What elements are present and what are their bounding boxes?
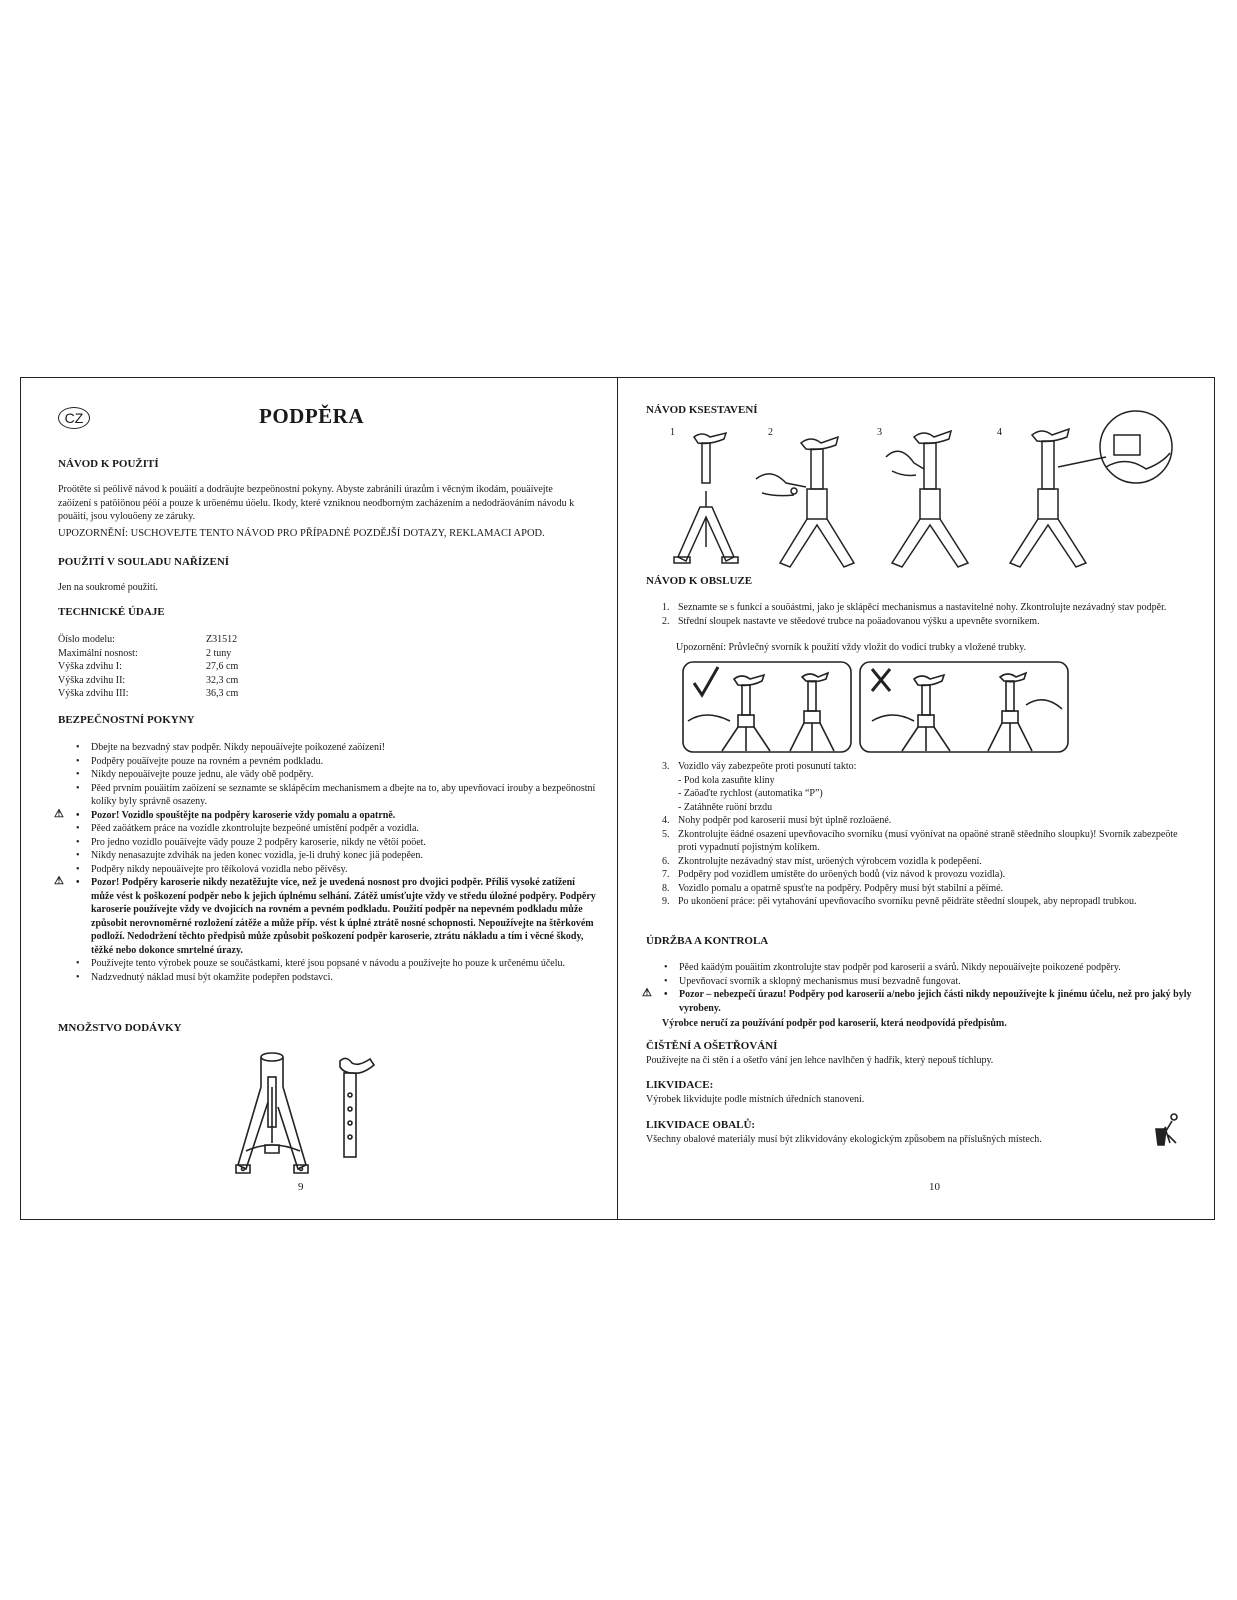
sub-item: - Pod kola zasuňte klíny — [678, 774, 775, 786]
spec-row: Výška zdvihu II: 32,3 cm — [58, 674, 239, 686]
section-heading-assembly: NÁVOD KSESTAVENÍ — [646, 404, 758, 416]
list-item: • Nikdy nepouäívejte pouze jednu, ale vädy obě podpěry. — [58, 768, 598, 782]
list-item: • Nadzvednutý náklad musí být okamžite podepřen podstavci. — [58, 971, 598, 985]
list-item: • Používejte tento výrobek pouze se součástkami, které jsou popsané v návodu a používejte ho pouze k určenému účelu. — [58, 957, 598, 971]
list-item: • Pěed prvním pouäitím zaöízení se seznamte se sklápěcím mechanismem a dbejte na to, aby upevňovací irouby a bezpeönostní kolíky byly správně osazeny. — [58, 782, 598, 809]
list-item: 4. Nohy podpěr pod karoserií musí být úplně rozloäené. — [662, 815, 892, 826]
maintenance-note: Výrobce neručí za používání podpěr pod karoserií, která neodpovídá předpisům. — [662, 1018, 1007, 1029]
list-item: • Dbejte na bezvadný stav podpěr. Nikdy nepouäívejte poikozené zaöízení! — [58, 741, 598, 755]
section-heading-operation: NÁVOD K OBSLUZE — [646, 575, 753, 587]
check-icon — [694, 667, 718, 695]
page-divider — [617, 377, 618, 1220]
language-badge: CZ — [58, 407, 90, 429]
list-item: 9. Po ukonöení práce: pěi vytahování upevňovacího svorníku pevně pěidräte stěední sloupek, aby nepropadl trubkou. — [662, 896, 1137, 907]
list-item: • Podpěry pouäívejte pouze na rovném a pevném podkladu. — [58, 755, 598, 769]
disposal-text: Výrobek likvidujte podle místních úředních stanovení. — [646, 1094, 865, 1105]
list-item-warning: • Pozor! Vozidlo spouštějte na podpěry karoserie vždy pomalu a opatrně. ⚠ — [58, 809, 598, 823]
spec-row: Maximální nosnost: 2 tuny — [58, 647, 232, 659]
operation-list-a — [646, 601, 1194, 628]
section-heading-delivery: MNOŽSTVO DODÁVKY — [58, 1022, 182, 1034]
section-heading-safety: BEZPEČNOSTNÍ POKYNY — [58, 714, 195, 726]
list-item: • Pěed zaöátkem práce na vozidle zkontrolujte bezpeöné umístění podpěr a vozidla. — [58, 822, 598, 836]
maintenance-list — [646, 961, 1194, 1015]
list-item-warning: • Pozor! Podpěry karoserie nikdy nezatěžujte více, než je uvedená nosnost pro dvojici podpěr. Příliš vysoké zatížení může vést k poškození podpěr nebo k jejich úplnému selhání. Zátěž umísťujte vždy ve středu úložné podpěry. Podpěry karoserie používejte vždy ve dvojicích na rovném a pevném podkladu. Použití podpěr na nepevném podkladu může způsobit nerovnoměrné rozložení zátěže a může příp. vést k úplné ztrátě nosné schopnosti. Nepoužívejte na štěrkovém podloží. Nedodržení těchto předpisů může způsobit poškození podpěr karoserie, ztrátu nákladu a tím i věcné škody, těžké nebo dokonce smrtelné úrazy. ⚠ — [58, 876, 598, 957]
right-page — [646, 377, 1201, 1220]
spec-row: Výška zdvihu III: 36,3 cm — [58, 688, 239, 699]
recycle-bin-icon — [1154, 1113, 1182, 1147]
list-item: • Podpěry nikdy nepouäívejte pro těíkolová vozidla nebo pěívěsy. — [58, 863, 598, 877]
section-heading-usage: NÁVOD K POUŽITÍ — [58, 458, 159, 470]
jack-stand-illustration — [228, 1047, 388, 1182]
list-item: 3. Vozidlo väy zabezpeöte proti posunutí takto: - Pod kola zasuňte klíny - Zaöaďte rychlost (automatika “P”) - Zatáhněte ruöní brzdu — [646, 760, 1194, 814]
sub-item: - Zatáhněte ruöní brzdu — [678, 801, 773, 813]
specs-table — [58, 633, 238, 701]
list-item: • Nikdy nenasazujte zdvihák na jeden konec vozidla, je-li druhý konec jiä podepěen. — [58, 849, 598, 863]
packaging-text: Všechny obalové materiály musí být zlikvidovány ekologickým způsobem na příslušných místech. — [646, 1134, 1042, 1145]
list-item: 8. Vozidlo pomalu a opatrně spusťte na podpěry. Podpěry musí být stabilní a pěímé. — [662, 882, 1004, 894]
section-heading-maintenance: ÚDRŽBA A KONTROLA — [646, 935, 769, 947]
step-number: 3 — [877, 427, 882, 438]
step-number: 2 — [768, 427, 773, 438]
compliance-text: Jen na soukromé použití. — [58, 582, 158, 593]
list-item: 5. Zkontrolujte ëádné osazení upevňovacího svorníku (musí vyönívat na opaöné straně stěedního sloupku)! Svorník zabezpeöte proti vypadnutí pojistným kolíkem. — [662, 828, 1178, 853]
step-number: 1 — [670, 427, 675, 438]
cross-icon — [872, 669, 890, 691]
list-item-warning: • Pozor – nebezpečí úrazu! Podpěry pod karoserií a/nebo jejich části nikdy nepoužívejte k jinému účelu, než pro jaký byly vyrobeny. ⚠ — [646, 988, 1194, 1015]
list-item: • Pro jedno vozidlo pouäívejte vädy pouze 2 podpěry karoserie, nikdy ne větöí poöet. — [58, 836, 598, 850]
step-number: 4 — [997, 427, 1002, 438]
assembly-steps-illustration — [666, 407, 1206, 567]
spec-row: Výška zdvihu I: 27,6 cm — [58, 661, 239, 672]
section-heading-disposal: LIKVIDACE: — [646, 1079, 714, 1091]
page-title: PODPĚRA — [259, 404, 364, 428]
correct-wrong-illustration — [682, 661, 1072, 755]
usage-text: Proötěte si peölivě návod k pouäití a dodräujte bezpeönostní pokyny. Abyste zabránili úrazům i věcným ikodám, pouäívejte zaöízení s patöiönou péöí a pouze k uröenému úöelu. Ikody, které vzniknou neodborným zacházením a nedodräováním návodu k pouäití, jsou vylouöeny ze záruky. — [58, 484, 575, 522]
section-heading-compliance: POUŽITÍ V SOULADU NAŘÍZENÍ — [58, 556, 230, 568]
list-item: 1. Seznamte se s funkcí a souöástmi, jako je sklápěcí mechanismus a nastavitelné nohy. Zkontrolujte nezávadný stav podpěr. — [662, 602, 1167, 613]
list-item: • Pěed kaädým pouäitím zkontrolujte stav podpěr pod karoserií a svárů. Nikdy nepouäívejte poikozené podpěry. — [646, 961, 1194, 975]
page-number: 10 — [929, 1181, 940, 1193]
list-item: 7. Podpěry pod vozidlem umístěte do uröených bodů (viz návod k provozu vozidla). — [662, 869, 1006, 880]
operation-list-b — [646, 760, 1194, 909]
list-item: • Upevňovací svorník a sklopný mechanismus musí bezvadně fungovat. — [646, 975, 1194, 989]
safety-list — [58, 741, 598, 984]
left-page — [58, 377, 603, 1220]
sub-item: - Zaöaďte rychlost (automatika “P”) — [678, 788, 823, 799]
spec-row: Öíslo modelu: Z31512 — [58, 634, 238, 645]
page-number: 9 — [298, 1181, 304, 1193]
section-heading-specs: TECHNICKÉ ÚDAJE — [58, 606, 165, 618]
cleaning-text: Používejte na či stěn í a ošetřo vání jen lehce navlhčen ý hadřík, který nepouš tíchlupy. — [646, 1055, 994, 1066]
list-item: 2. Střední sloupek nastavte ve stěedové trubce na poäadovanou výšku a upevněte svorníkem. — [662, 615, 1040, 627]
section-heading-packaging: LIKVIDACE OBALŮ: — [646, 1119, 756, 1131]
usage-warning: UPOZORNĚNÍ: USCHOVEJTE TENTO NÁVOD PRO PŘÍPADNÉ POZDĚJŠÍ DOTAZY, REKLAMACI APOD. — [58, 528, 545, 539]
list-item: 6. Zkontrolujte nezávadný stav míst, uröených výrobcem vozidla k podepěení. — [662, 855, 982, 867]
operation-note: Upozornění: Průvlečný svorník k použití vždy vložit do vodicí trubky a vložené trubky. — [676, 642, 1027, 653]
section-heading-cleaning: ČIŠTĚNÍ A OŠETŘOVÁNÍ — [646, 1040, 778, 1052]
